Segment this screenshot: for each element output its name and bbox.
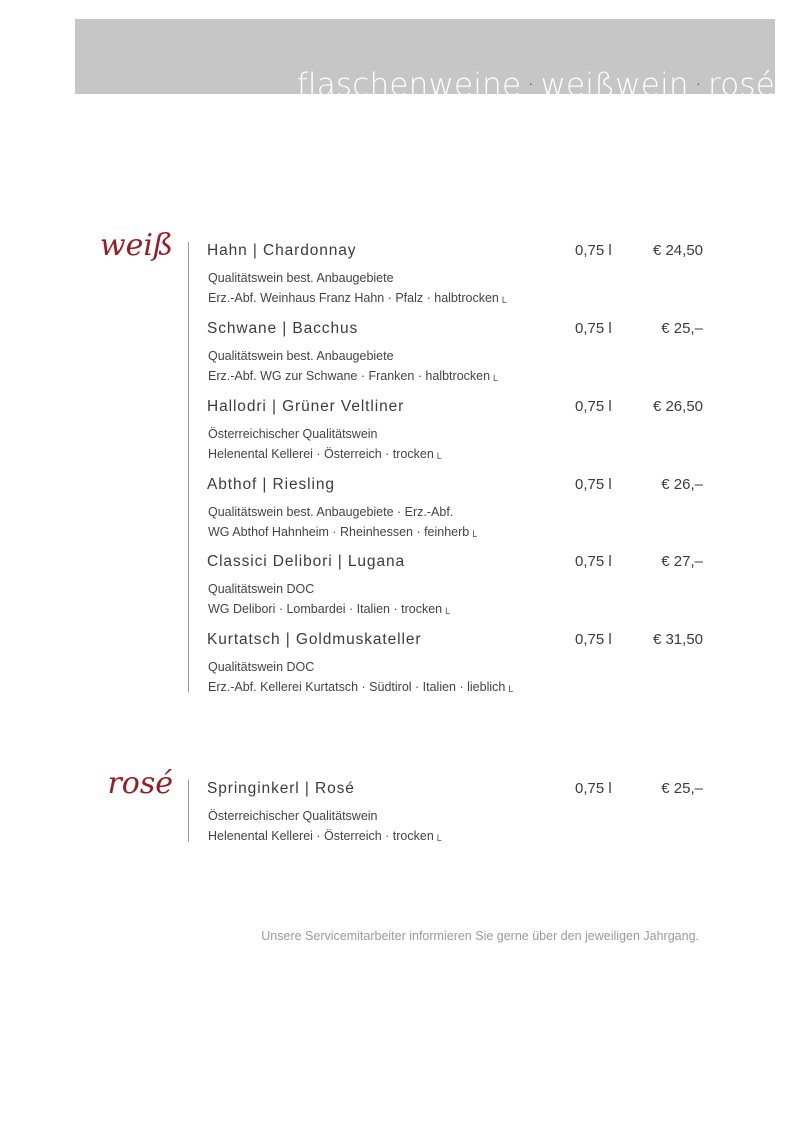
- wine-origin-text: Helenental Kellerei · Österreich · trocken: [208, 829, 434, 843]
- wine-description: [208, 502, 477, 544]
- wine-name: Classici Delibori | Lugana: [207, 553, 406, 570]
- wine-description: [208, 579, 450, 621]
- title-part-rose: rosé: [707, 67, 775, 94]
- wine-volume: 0,75 l: [575, 476, 612, 493]
- wine-item: [207, 398, 707, 468]
- wine-volume: 0,75 l: [575, 398, 612, 415]
- wine-description: [208, 346, 498, 388]
- wine-volume: 0,75 l: [575, 242, 612, 259]
- title-part-bottles: flaschenweine: [296, 67, 522, 94]
- wine-origin: [208, 288, 507, 310]
- wine-origin: [208, 444, 442, 466]
- wine-origin-text: Erz.-Abf. Kellerei Kurtatsch · Südtirol · Italien · lieblich: [208, 680, 506, 694]
- wine-origin: [208, 677, 513, 699]
- wine-quality: Qualitätswein best. Anbaugebiete: [208, 271, 394, 285]
- wine-volume: 0,75 l: [575, 320, 612, 337]
- wine-origin-text: Helenental Kellerei · Österreich · trocken: [208, 447, 434, 461]
- wine-origin: [208, 366, 498, 388]
- wine-item: [207, 780, 707, 850]
- section-divider-line: [188, 242, 189, 692]
- wine-item: [207, 631, 707, 701]
- wine-origin-text: Erz.-Abf. Weinhaus Franz Hahn · Pfalz · halbtrocken: [208, 291, 499, 305]
- section-label: rosé: [107, 766, 173, 801]
- wine-name: Schwane | Bacchus: [207, 320, 359, 337]
- wine-description: [208, 268, 507, 310]
- wine-volume: 0,75 l: [575, 553, 612, 570]
- wine-quality: Österreichischer Qualitätswein: [208, 427, 378, 441]
- wine-price: € 26,50: [652, 398, 703, 415]
- wine-origin-text: WG Delibori · Lombardei · Italien · trocken: [208, 602, 443, 616]
- wine-item: [207, 242, 707, 312]
- lactose-mark: L: [436, 451, 442, 461]
- wine-quality: Österreichischer Qualitätswein: [208, 809, 378, 823]
- section-divider-line: [188, 780, 189, 842]
- wine-price: € 24,50: [652, 242, 703, 259]
- wine-origin: [208, 522, 477, 544]
- lactose-mark: L: [445, 606, 451, 616]
- lactose-mark: L: [508, 684, 514, 694]
- wine-item: [207, 320, 707, 390]
- wine-origin-text: WG Abthof Hahnheim · Rheinhessen · feinherb: [208, 525, 470, 539]
- wine-name: Kurtatsch | Goldmuskateller: [207, 631, 422, 648]
- wine-price: € 26,–: [661, 476, 703, 493]
- title-separator: ·: [527, 73, 535, 94]
- wine-quality: Qualitätswein DOC: [208, 582, 315, 596]
- wine-origin: [208, 826, 442, 848]
- wine-item: [207, 553, 707, 623]
- wine-origin: [208, 599, 450, 621]
- lactose-mark: L: [493, 373, 499, 383]
- wine-volume: 0,75 l: [575, 780, 612, 797]
- wine-price: € 27,–: [661, 553, 703, 570]
- wine-quality: Qualitätswein DOC: [208, 660, 315, 674]
- wine-description: [208, 424, 442, 466]
- wine-volume: 0,75 l: [575, 631, 612, 648]
- wine-price: € 31,50: [652, 631, 703, 648]
- wine-quality: Qualitätswein best. Anbaugebiete · Erz.-Abf.: [208, 505, 454, 519]
- lactose-mark: L: [436, 833, 442, 843]
- header-band: [75, 19, 775, 94]
- wine-item: [207, 476, 707, 546]
- footer-note: Unsere Servicemitarbeiter informieren Sie gerne über den jeweiligen Jahrgang.: [261, 929, 699, 943]
- wine-price: € 25,–: [661, 320, 703, 337]
- page-title: [297, 65, 775, 94]
- lactose-mark: L: [472, 529, 478, 539]
- wine-description: [208, 657, 513, 699]
- title-separator: ·: [694, 73, 702, 94]
- lactose-mark: L: [501, 295, 507, 305]
- wine-name: Abthof | Riesling: [207, 476, 335, 493]
- wine-name: Springinkerl | Rosé: [207, 780, 355, 797]
- wine-name: Hahn | Chardonnay: [207, 242, 357, 259]
- section-label: weiß: [99, 228, 173, 263]
- wine-description: [208, 806, 442, 848]
- wine-origin-text: Erz.-Abf. WG zur Schwane · Franken · halbtrocken: [208, 369, 491, 383]
- wine-name: Hallodri | Grüner Veltliner: [207, 398, 405, 415]
- wine-quality: Qualitätswein best. Anbaugebiete: [208, 349, 394, 363]
- title-part-white: weißwein: [540, 67, 689, 94]
- wine-price: € 25,–: [661, 780, 703, 797]
